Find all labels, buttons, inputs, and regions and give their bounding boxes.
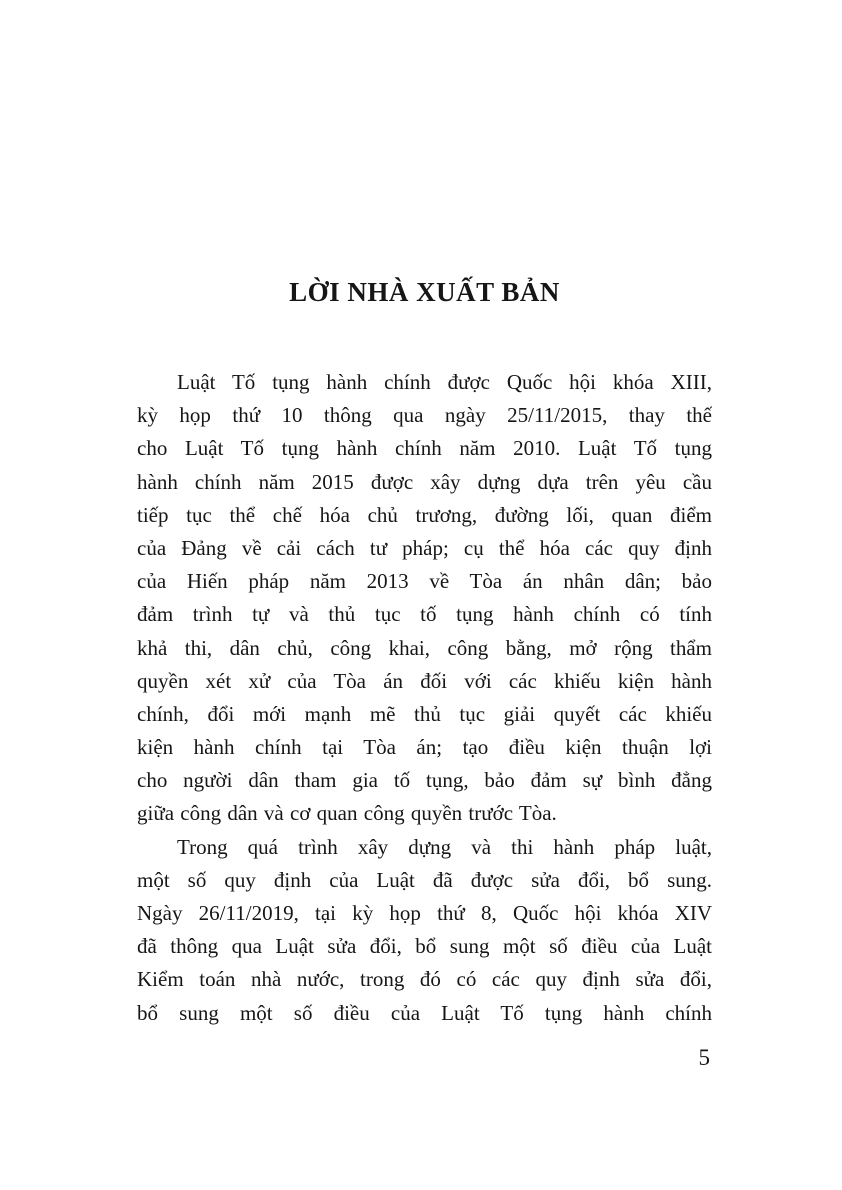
text-line: Luật Tố tụng hành chính được Quốc hội khóa XIII,	[177, 370, 712, 394]
text-line: bổ sung một số điều của Luật Tố tụng hành chính	[137, 1000, 712, 1025]
text-line: Kiểm toán nhà nước, trong đó có các quy định sửa đổi,	[137, 967, 712, 992]
text-line: một số quy định của Luật đã được sửa đổi, bổ sung.	[137, 867, 712, 892]
text-line: kỳ họp thứ 10 thông qua ngày 25/11/2015, thay thế	[137, 403, 712, 428]
text-line: của Đảng về cải cách tư pháp; cụ thể hóa các quy định	[137, 535, 712, 560]
text-line: cho người dân tham gia tố tụng, bảo đảm sự bình đẳng	[137, 768, 712, 793]
body-text	[137, 366, 712, 1030]
text-line: khả thi, dân chủ, công khai, công bằng, mở rộng thẩm	[137, 635, 712, 660]
text-line: quyền xét xử của Tòa án đối với các khiếu kiện hành	[137, 668, 712, 693]
text-line: chính, đổi mới mạnh mẽ thủ tục giải quyết các khiếu	[137, 701, 712, 726]
text-line: đã thông qua Luật sửa đổi, bổ sung một số điều của Luật	[137, 934, 712, 959]
text-line: cho Luật Tố tụng hành chính năm 2010. Luật Tố tụng	[137, 436, 712, 461]
text-line: kiện hành chính tại Tòa án; tạo điều kiện thuận lợi	[137, 735, 712, 760]
paragraph	[137, 831, 712, 1030]
text-line: đảm trình tự và thủ tục tố tụng hành chính có tính	[137, 602, 712, 627]
text-line: Ngày 26/11/2019, tại kỳ họp thứ 8, Quốc hội khóa XIV	[137, 901, 712, 925]
text-line: của Hiến pháp năm 2013 về Tòa án nhân dân; bảo	[137, 569, 712, 594]
text-block	[137, 276, 712, 1073]
page-title: LỜI NHÀ XUẤT BẢN	[289, 277, 560, 307]
text-line: Trong quá trình xây dựng và thi hành pháp luật,	[177, 834, 712, 859]
paragraph	[137, 366, 712, 831]
text-line: hành chính năm 2015 được xây dựng dựa trên yêu cầu	[137, 469, 712, 494]
text-line: giữa công dân và cơ quan công quyền trước Tòa.	[137, 801, 557, 826]
page-number: 5	[698, 1044, 710, 1070]
text-line: tiếp tục thể chế hóa chủ trương, đường lối, quan điểm	[137, 502, 712, 527]
